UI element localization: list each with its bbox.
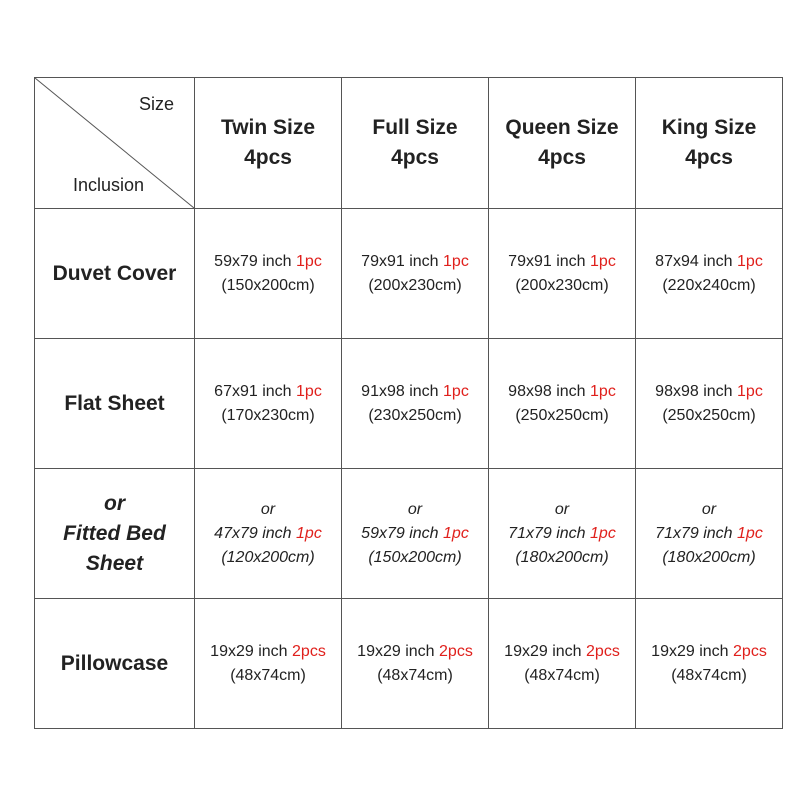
table-cell <box>342 469 489 599</box>
table-row-flat-sheet <box>35 339 783 469</box>
cell-inch-line <box>636 380 782 404</box>
cell-qty: 1pc <box>296 382 322 400</box>
cell-or: or <box>260 500 276 518</box>
cell-cm: (48x74cm) <box>377 666 453 684</box>
table-row-fitted-bed-sheet <box>35 469 783 599</box>
cell-inch: 98x98 inch <box>655 382 738 400</box>
column-name: Twin Size <box>220 116 316 139</box>
table-cell <box>636 599 783 729</box>
cell-qty: 1pc <box>737 252 763 270</box>
row-label-line2: Sheet <box>85 551 144 575</box>
column-pcs: 4pcs <box>685 146 733 169</box>
cell-inch: 19x29 inch <box>357 642 440 660</box>
cell-qty: 1pc <box>590 524 616 542</box>
cell-qty: 1pc <box>443 382 469 400</box>
cell-qty: 1pc <box>443 524 469 542</box>
row-label-pillowcase: Pillowcase <box>35 599 195 729</box>
cell-qty: 2pcs <box>439 642 473 660</box>
table-cell <box>489 209 636 339</box>
row-label-flat-sheet: Flat Sheet <box>35 339 195 469</box>
cell-inch: 59x79 inch <box>361 524 444 542</box>
cell-inch-line <box>342 250 488 274</box>
cell-inch-line <box>342 522 488 546</box>
cell-cm: (200x230cm) <box>368 276 462 294</box>
corner-cell <box>35 78 195 209</box>
table-cell <box>342 599 489 729</box>
column-pcs: 4pcs <box>244 146 292 169</box>
cell-inch-line <box>195 250 341 274</box>
cell-qty: 2pcs <box>292 642 326 660</box>
cell-cm: (150x200cm) <box>368 548 462 566</box>
cell-inch: 98x98 inch <box>508 382 591 400</box>
table-cell <box>195 599 342 729</box>
cell-inch: 79x91 inch <box>508 252 591 270</box>
header-row <box>35 78 783 209</box>
table-cell <box>342 209 489 339</box>
table-row-duvet-cover <box>35 209 783 339</box>
row-label-or: or <box>104 491 125 515</box>
cell-cm: (48x74cm) <box>230 666 306 684</box>
table-cell <box>342 339 489 469</box>
cell-qty: 1pc <box>443 252 469 270</box>
cell-cm: (250x250cm) <box>662 406 756 424</box>
row-label-duvet-cover: Duvet Cover <box>35 209 195 339</box>
cell-qty: 1pc <box>296 252 322 270</box>
cell-cm: (230x250cm) <box>368 406 462 424</box>
cell-inch: 59x79 inch <box>214 252 297 270</box>
cell-cm: (180x200cm) <box>515 548 609 566</box>
cell-qty: 1pc <box>590 252 616 270</box>
cell-inch: 71x79 inch <box>655 524 738 542</box>
cell-qty: 1pc <box>590 382 616 400</box>
cell-inch-line <box>195 640 341 664</box>
cell-inch: 19x29 inch <box>651 642 734 660</box>
cell-inch: 87x94 inch <box>655 252 738 270</box>
cell-inch: 19x29 inch <box>210 642 293 660</box>
table-cell <box>195 469 342 599</box>
cell-inch-line <box>342 640 488 664</box>
cell-or: or <box>407 500 423 518</box>
cell-inch: 67x91 inch <box>214 382 297 400</box>
column-pcs: 4pcs <box>538 146 586 169</box>
table-cell <box>636 209 783 339</box>
row-label-fitted-bed-sheet <box>35 469 195 599</box>
cell-inch: 19x29 inch <box>504 642 587 660</box>
column-header-twin <box>195 78 342 209</box>
cell-cm: (120x200cm) <box>221 548 315 566</box>
cell-inch-line <box>636 250 782 274</box>
cell-or: or <box>701 500 717 518</box>
table-cell <box>636 469 783 599</box>
inclusion-axis-label: Inclusion <box>73 175 145 195</box>
size-chart-table <box>34 77 783 729</box>
row-label-line1: Fitted Bed <box>63 521 166 545</box>
size-axis-label: Size <box>138 94 174 114</box>
table-cell <box>636 339 783 469</box>
table-cell <box>195 339 342 469</box>
cell-cm: (220x240cm) <box>662 276 756 294</box>
column-name: King Size <box>661 116 757 139</box>
cell-cm: (48x74cm) <box>524 666 600 684</box>
cell-inch: 91x98 inch <box>361 382 444 400</box>
cell-inch-line <box>636 522 782 546</box>
cell-inch-line <box>636 640 782 664</box>
cell-inch-line <box>489 522 635 546</box>
table-cell <box>489 339 636 469</box>
cell-qty: 2pcs <box>733 642 767 660</box>
table-cell <box>489 599 636 729</box>
cell-inch-line <box>489 640 635 664</box>
table-cell <box>489 469 636 599</box>
cell-inch-line <box>195 380 341 404</box>
column-name: Full Size <box>372 116 458 139</box>
column-header-queen <box>489 78 636 209</box>
cell-cm: (48x74cm) <box>671 666 747 684</box>
column-name: Queen Size <box>505 116 619 139</box>
cell-qty: 2pcs <box>586 642 620 660</box>
column-pcs: 4pcs <box>391 146 439 169</box>
column-header-full <box>342 78 489 209</box>
cell-inch-line <box>489 250 635 274</box>
column-header-king <box>636 78 783 209</box>
cell-cm: (200x230cm) <box>515 276 609 294</box>
table-cell <box>195 209 342 339</box>
cell-cm: (150x200cm) <box>221 276 315 294</box>
cell-qty: 1pc <box>296 524 322 542</box>
cell-inch-line <box>342 380 488 404</box>
cell-inch: 47x79 inch <box>214 524 297 542</box>
cell-qty: 1pc <box>737 382 763 400</box>
cell-cm: (180x200cm) <box>662 548 756 566</box>
cell-or: or <box>554 500 570 518</box>
cell-inch: 79x91 inch <box>361 252 444 270</box>
cell-inch-line <box>489 380 635 404</box>
table-row-pillowcase <box>35 599 783 729</box>
cell-cm: (170x230cm) <box>221 406 315 424</box>
cell-inch-line <box>195 522 341 546</box>
cell-cm: (250x250cm) <box>515 406 609 424</box>
cell-qty: 1pc <box>737 524 763 542</box>
cell-inch: 71x79 inch <box>508 524 591 542</box>
